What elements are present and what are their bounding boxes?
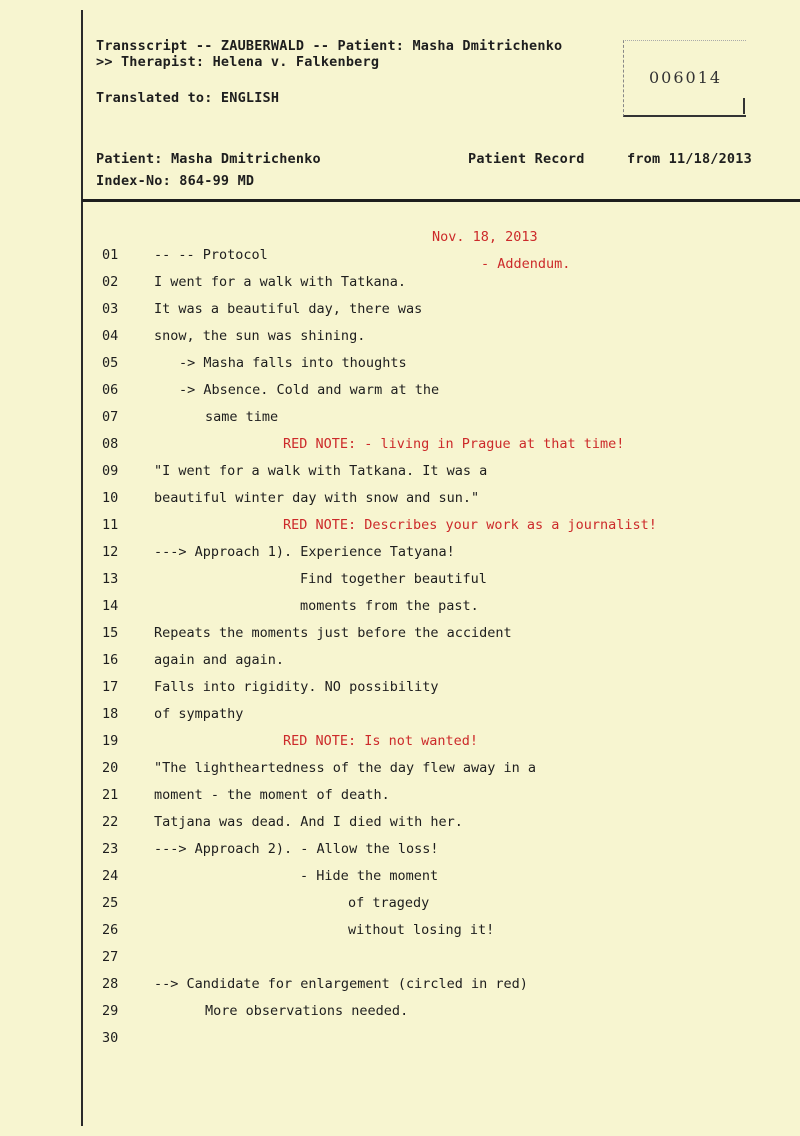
line-number: 15 (102, 625, 119, 641)
line-number: 05 (102, 355, 119, 371)
line-number: 11 (102, 517, 119, 533)
line-text: It was a beautiful day, there was (154, 301, 423, 317)
therapist-line: >> Therapist: Helena v. Falkenberg (96, 54, 380, 70)
line-text: I went for a walk with Tatkana. (154, 274, 406, 290)
line-text: -> Absence. Cold and warm at the (179, 382, 440, 398)
line-text: Falls into rigidity. NO possibility (154, 679, 439, 695)
line-text: More observations needed. (205, 1003, 409, 1019)
line-text: moment - the moment of death. (154, 787, 390, 803)
line-number: 02 (102, 274, 119, 290)
line-text: ---> Approach 1). Experience Tatyana! (154, 544, 455, 560)
record-label: Patient Record (468, 151, 585, 167)
line-text: Find together beautiful (300, 571, 487, 587)
line-text: -- -- Protocol (154, 247, 268, 263)
annotation-date: Nov. 18, 2013 (432, 229, 538, 245)
line-number: 10 (102, 490, 119, 506)
record-date: from 11/18/2013 (627, 151, 752, 167)
line-text: ---> Approach 2). - Allow the loss! (154, 841, 439, 857)
red-note: RED NOTE: - living in Prague at that time! (283, 436, 625, 452)
line-number: 07 (102, 409, 119, 425)
line-number: 03 (102, 301, 119, 317)
line-number: 19 (102, 733, 119, 749)
line-text: without losing it! (348, 922, 495, 938)
line-number: 13 (102, 571, 119, 587)
line-number: 24 (102, 868, 119, 884)
line-text: -> Masha falls into thoughts (179, 355, 407, 371)
line-number: 25 (102, 895, 119, 911)
line-number: 21 (102, 787, 119, 803)
line-text: Repeats the moments just before the accident (154, 625, 512, 641)
line-number: 04 (102, 328, 119, 344)
line-number: 23 (102, 841, 119, 857)
line-number: 08 (102, 436, 119, 452)
line-number: 17 (102, 679, 119, 695)
header-divider (82, 199, 800, 202)
red-note: RED NOTE: Is not wanted! (283, 733, 479, 749)
line-number: 28 (102, 976, 119, 992)
line-number: 26 (102, 922, 119, 938)
line-text: --> Candidate for enlargement (circled in red) (154, 976, 528, 992)
line-text: of sympathy (154, 706, 244, 722)
line-number: 14 (102, 598, 119, 614)
line-number: 01 (102, 247, 119, 263)
line-text: snow, the sun was shining. (154, 328, 366, 344)
translation-label: Translated to: ENGLISH (96, 90, 280, 106)
stamp-number: 006014 (649, 68, 723, 87)
line-text: "The lightheartedness of the day flew away in a (154, 760, 537, 776)
line-text: beautiful winter day with snow and sun." (154, 490, 480, 506)
line-number: 20 (102, 760, 119, 776)
line-number: 09 (102, 463, 119, 479)
annotation-addendum: - Addendum. (481, 256, 571, 272)
transcript-title: Transscript -- ZAUBERWALD -- Patient: Masha Dmitrichenko (96, 38, 563, 54)
document-stamp (623, 40, 747, 116)
line-number: 12 (102, 544, 119, 560)
left-margin-rule (81, 10, 83, 1126)
line-text: "I went for a walk with Tatkana. It was a (154, 463, 488, 479)
line-text: Tatjana was dead. And I died with her. (154, 814, 463, 830)
line-text: again and again. (154, 652, 285, 668)
line-number: 18 (102, 706, 119, 722)
line-text: of tragedy (348, 895, 430, 911)
stamp-corner-mark (743, 98, 745, 114)
line-number: 06 (102, 382, 119, 398)
line-number: 27 (102, 949, 119, 965)
index-number: Index-No: 864-99 MD (96, 173, 255, 189)
line-text: - Hide the moment (300, 868, 439, 884)
line-text: same time (205, 409, 279, 425)
line-text: moments from the past. (300, 598, 479, 614)
line-number: 16 (102, 652, 119, 668)
red-note: RED NOTE: Describes your work as a journalist! (283, 517, 657, 533)
patient-label: Patient: Masha Dmitrichenko (96, 151, 321, 167)
line-number: 29 (102, 1003, 119, 1019)
line-number: 30 (102, 1030, 119, 1046)
line-number: 22 (102, 814, 119, 830)
